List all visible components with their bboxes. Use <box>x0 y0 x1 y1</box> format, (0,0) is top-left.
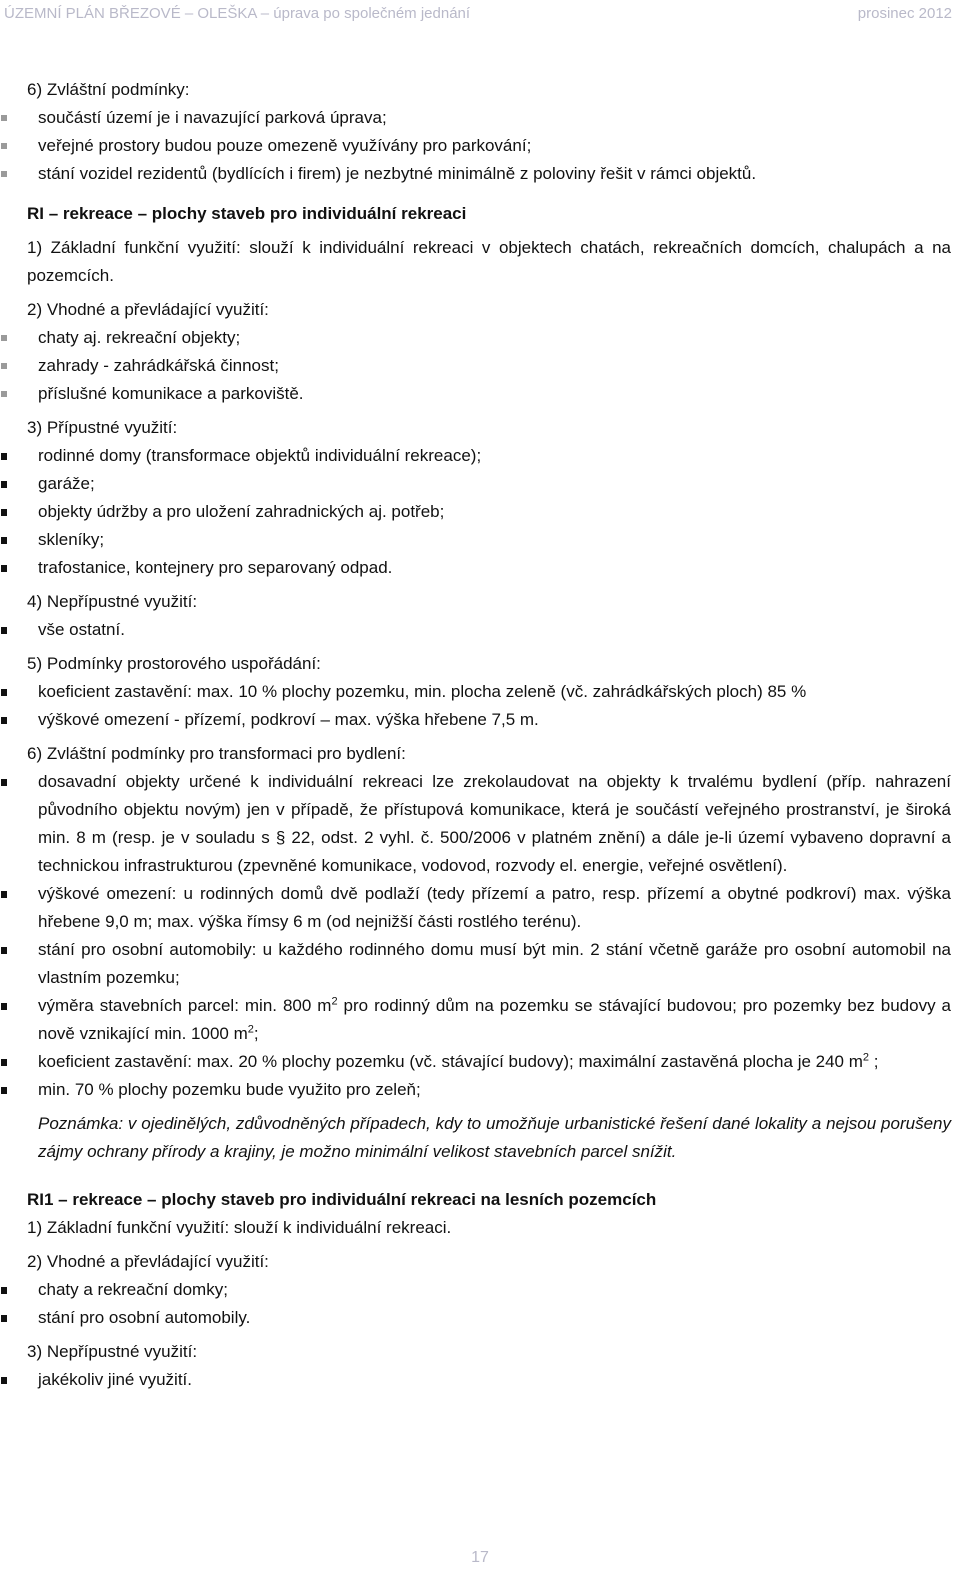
ri1-section-2-list <box>27 1276 951 1332</box>
list-item: zahrady - zahrádkářská činnost; <box>27 352 951 380</box>
list-item: stání pro osobní automobily. <box>27 1304 951 1332</box>
list-item: chaty a rekreační domky; <box>27 1276 951 1304</box>
superscript: 2 <box>247 1023 254 1036</box>
parcel-text-c: ; <box>253 1024 259 1043</box>
page-number: 17 <box>471 1549 489 1566</box>
list-item: objekty údržby a pro uložení zahradnických aj. potřeb; <box>27 498 951 526</box>
ri-section-4-list <box>27 616 951 644</box>
ri-heading: RI – rekreace – plochy staveb pro individuální rekreaci <box>27 204 467 223</box>
header-date: prosinec 2012 <box>857 5 952 22</box>
list-item: součástí území je i navazující parková úprava; <box>27 104 951 132</box>
list-item: jakékoliv jiné využití. <box>27 1366 951 1394</box>
ri-section-6-list <box>27 768 951 1104</box>
list-item <box>27 992 951 1048</box>
header-title: ÚZEMNÍ PLÁN BŘEZOVÉ – OLEŠKA – úprava po společném jednání <box>4 5 471 22</box>
block1-list <box>27 104 951 188</box>
list-item: skleníky; <box>27 526 951 554</box>
list-item: trafostanice, kontejnery pro separovaný odpad. <box>27 554 951 582</box>
list-item: chaty aj. rekreační objekty; <box>27 324 951 352</box>
block1-title: 6) Zvláštní podmínky: <box>27 80 190 99</box>
list-item: stání pro osobní automobily: u každého rodinného domu musí být min. 2 stání včetně garáže pro osobní automobil na vlastním pozemku; <box>27 936 951 992</box>
list-item: vše ostatní. <box>27 616 951 644</box>
list-item: výškové omezení: u rodinných domů dvě podlaží (tedy přízemí a patro, resp. přízemí a obytné podkroví) max. výška hřebene 9,0 m; max. výška římsy 6 m (od nejnižší části rostlého terénu). <box>27 880 951 936</box>
ri-section-3-title: 3) Přípustné využití: <box>27 418 178 437</box>
list-item: veřejné prostory budou pouze omezeně využívány pro parkování; <box>27 132 951 160</box>
list-item: výškové omezení - přízemí, podkroví – max. výška hřebene 7,5 m. <box>27 706 951 734</box>
list-item: min. 70 % plochy pozemku bude využito pro zeleň; <box>27 1076 951 1104</box>
ri-section-2-list <box>27 324 951 408</box>
list-item: dosavadní objekty určené k individuální rekreaci lze zrekolaudovat na objekty k trvalému bydlení (příp. nahrazení původního objektu novým) jen v případě, že přístupová komunikace, která je součástí veřejného prostranství, je široká min. 8 m (resp. je v souladu s § 22, odst. 2 vyhl. č. 500/2006 v platném znění) a dále je-li území vybaveno dopravní a technickou infrastrukturou (zpevněné komunikace, vodovod, rozvody el. energie, veřejné osvětlení). <box>27 768 951 880</box>
parcel-text-a: výměra stavebních parcel: min. 800 m <box>38 996 332 1015</box>
parcel-text-b: pro rodinný dům na pozemku se stávající budovou; pro pozemky bez budovy a nově vznikající min. 1000 m <box>38 996 952 1043</box>
coverage-text-b: ; <box>869 1052 879 1071</box>
ri-section-4-title: 4) Nepřípustné využití: <box>27 592 198 611</box>
ri-section-3-list <box>27 442 951 582</box>
list-item: garáže; <box>27 470 951 498</box>
document-body <box>27 76 951 1394</box>
ri1-section-2-title: 2) Vhodné a převládající využití: <box>27 1252 269 1271</box>
page-header <box>0 0 960 28</box>
ri-section-2-title: 2) Vhodné a převládající využití: <box>27 300 269 319</box>
superscript: 2 <box>331 995 338 1008</box>
superscript: 2 <box>862 1051 870 1064</box>
ri-section-1: 1) Základní funkční využití: slouží k individuální rekreaci v objektech chatách, rekreačních domcích, chalupách a na pozemcích. <box>27 238 951 285</box>
ri-section-5-list <box>27 678 951 734</box>
ri-note: Poznámka: v ojedinělých, zdůvodněných případech, kdy to umožňuje urbanistické řešení dané lokality a nejsou porušeny zájmy ochrany přírody a krajiny, je možno minimální velikost stavebních parcel snížit. <box>38 1114 951 1161</box>
ri-section-6-title: 6) Zvláštní podmínky pro transformaci pro bydlení: <box>27 744 406 763</box>
ri-section-5-title: 5) Podmínky prostorového uspořádání: <box>27 654 321 673</box>
ri1-section-3-title: 3) Nepřípustné využití: <box>27 1342 198 1361</box>
ri1-section-1: 1) Základní funkční využití: slouží k individuální rekreaci. <box>27 1218 452 1237</box>
list-item: rodinné domy (transformace objektů individuální rekreace); <box>27 442 951 470</box>
ri1-section-3-list <box>27 1366 951 1394</box>
list-item: příslušné komunikace a parkoviště. <box>27 380 951 408</box>
list-item <box>27 1048 951 1076</box>
coverage-text-a: koeficient zastavění: max. 20 % plochy pozemku (vč. stávající budovy); maximální zastavěná plocha je 240 m <box>38 1052 863 1071</box>
ri1-heading: RI1 – rekreace – plochy staveb pro individuální rekreaci na lesních pozemcích <box>27 1190 657 1209</box>
list-item: koeficient zastavění: max. 10 % plochy pozemku, min. plocha zeleně (vč. zahrádkářských ploch) 85 % <box>27 678 951 706</box>
list-item: stání vozidel rezidentů (bydlících i firem) je nezbytné minimálně z poloviny řešit v rámci objektů. <box>27 160 951 188</box>
